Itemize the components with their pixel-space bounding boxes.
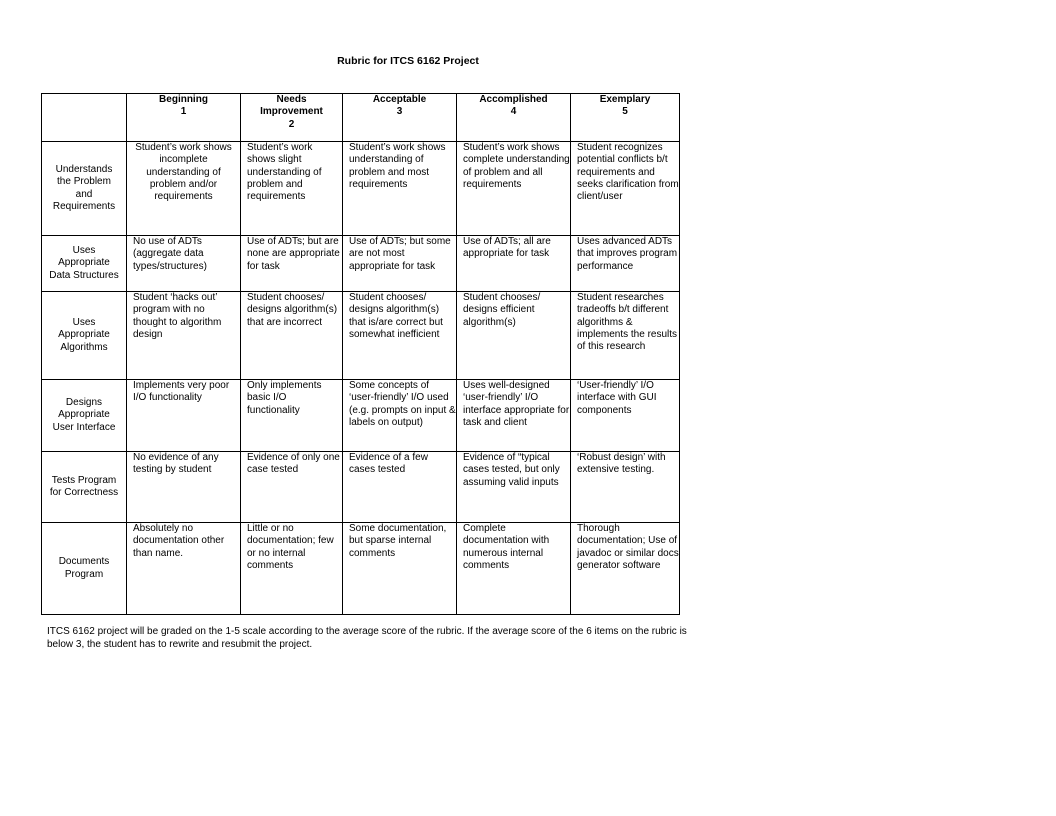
level-score: 2 — [288, 118, 295, 130]
page-title: Rubric for ITCS 6162 Project — [337, 55, 479, 67]
rubric-cell: ‘User-friendly’ I/O interface with GUI components — [571, 380, 680, 452]
rubric-row-data-structures — [42, 236, 680, 292]
rubric-cell: Implements very poor I/O functionality — [127, 380, 241, 452]
rubric-cell: No use of ADTs (aggregate data types/structures) — [127, 236, 241, 292]
rubric-cell: Student chooses/ designs efficient algorithm(s) — [457, 292, 571, 380]
criterion-label: Designs Appropriate User Interface — [42, 380, 127, 452]
header-row — [42, 94, 680, 142]
rubric-cell: Use of ADTs; but are none are appropriate for task — [241, 236, 343, 292]
rubric-row-algorithms — [42, 292, 680, 380]
rubric-row-documentation — [42, 523, 680, 615]
rubric-row-testing — [42, 452, 680, 523]
rubric-cell: Uses advanced ADTs that improves program performance — [571, 236, 680, 292]
rubric-cell: Complete documentation with numerous internal comments — [457, 523, 571, 615]
criterion-label: Documents Program — [42, 523, 127, 615]
rubric-cell: Use of ADTs; all are appropriate for task — [457, 236, 571, 292]
rubric-cell: Evidence of a few cases tested — [343, 452, 457, 523]
level-name: Accomplished — [479, 94, 548, 105]
rubric-cell: Student chooses/ designs algorithm(s) that are incorrect — [241, 292, 343, 380]
rubric-cell: Only implements basic I/O functionality — [241, 380, 343, 452]
grading-footnote: ITCS 6162 project will be graded on the 1-5 scale according to the average score of the rubric. If the average score of the 6 items on the rubric is below 3, the student has to rewrite and resubmit the project. — [47, 626, 687, 650]
rubric-cell: ‘Robust design’ with extensive testing. — [571, 452, 680, 523]
level-score: 5 — [622, 106, 628, 118]
header-level-needs-improvement — [241, 94, 343, 142]
rubric-cell: Thorough documentation; Use of javadoc or similar docs generator software — [571, 523, 680, 615]
header-level-acceptable — [343, 94, 457, 142]
rubric-row-understands-problem — [42, 142, 680, 236]
level-name: Needs Improvement — [260, 94, 323, 118]
rubric-cell: Student ‘hacks out’ program with no thought to algorithm design — [127, 292, 241, 380]
rubric-cell: Student’s work shows complete understanding of problem and all requirements — [457, 142, 571, 236]
rubric-cell: Uses well-designed ‘user-friendly’ I/O interface appropriate for task and client — [457, 380, 571, 452]
level-score: 1 — [180, 106, 187, 118]
rubric-cell: Evidence of only one case tested — [241, 452, 343, 523]
criterion-label: Uses Appropriate Algorithms — [42, 292, 127, 380]
rubric-cell: Use of ADTs; but some are not most appropriate for task — [343, 236, 457, 292]
rubric-cell: Absolutely no documentation other than name. — [127, 523, 241, 615]
rubric-cell: Student’s work shows incomplete understanding of problem and/or requirements — [127, 142, 241, 236]
level-name: Acceptable — [372, 94, 427, 105]
rubric-cell: Little or no documentation; few or no internal comments — [241, 523, 343, 615]
header-level-exemplary — [571, 94, 680, 142]
rubric-cell: Student recognizes potential conflicts b/t requirements and seeks clarification from client/user — [571, 142, 680, 236]
level-score: 3 — [396, 106, 403, 118]
criterion-label: Understands the Problem and Requirements — [42, 142, 127, 236]
level-score: 4 — [510, 106, 517, 118]
level-name: Beginning — [159, 94, 208, 105]
criterion-label: Uses Appropriate Data Structures — [42, 236, 127, 292]
criterion-label: Tests Program for Correctness — [42, 452, 127, 523]
rubric-cell: Student chooses/ designs algorithm(s) that is/are correct but somewhat inefficient — [343, 292, 457, 380]
level-name: Exemplary — [599, 94, 651, 105]
header-level-accomplished — [457, 94, 571, 142]
rubric-table — [41, 93, 680, 615]
rubric-cell: No evidence of any testing by student — [127, 452, 241, 523]
rubric-cell: Evidence of “typical cases tested, but only assuming valid inputs — [457, 452, 571, 523]
rubric-cell: Student’s work shows understanding of problem and most requirements — [343, 142, 457, 236]
rubric-cell: Student researches tradeoffs b/t different algorithms & implements the results of this research — [571, 292, 680, 380]
rubric-cell: Student’s work shows slight understanding of problem and requirements — [241, 142, 343, 236]
rubric-row-user-interface — [42, 380, 680, 452]
rubric-cell: Some documentation, but sparse internal comments — [343, 523, 457, 615]
rubric-cell: Some concepts of ‘user-friendly’ I/O used (e.g. prompts on input & labels on output) — [343, 380, 457, 452]
header-corner-cell — [42, 94, 127, 142]
header-level-beginning — [127, 94, 241, 142]
